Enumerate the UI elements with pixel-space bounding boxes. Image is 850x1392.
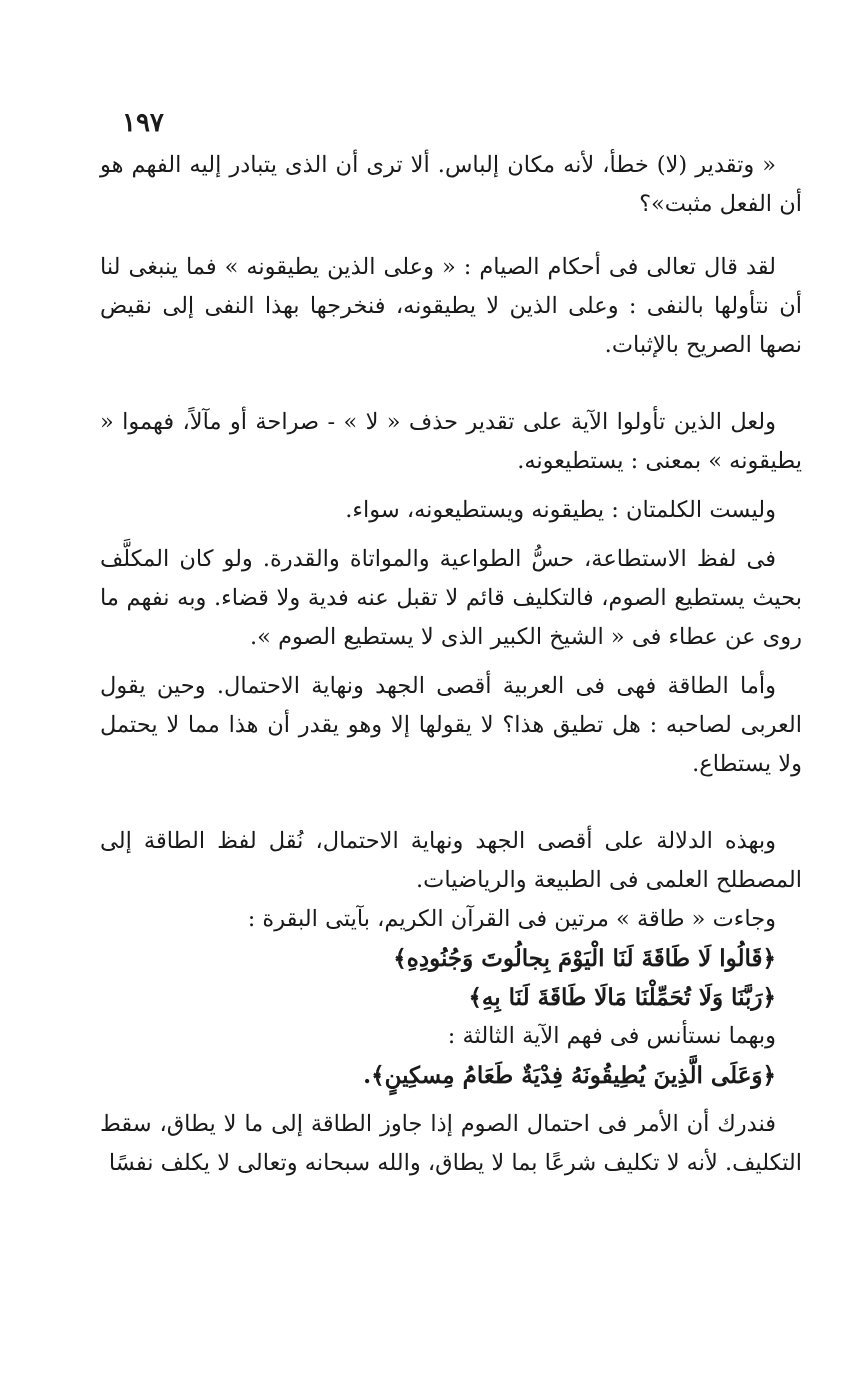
paragraph-taqa: وأما الطاقة فهى فى العربية أقصى الجهد ونهاية الاحتمال. وحين يقول العربى لصاحبه : هل تطيق هذا؟ لا يقولها إلا وهو يقدر أن هذا مما لا يحتمل ولا يستطاع. xyxy=(100,673,802,777)
quran-verse-3: ﴿وَعَلَى الَّذِينَ يُطِيقُونَهُ فِدْيَةٌ طَعَامُ مِسكِينٍ﴾. xyxy=(363,1062,776,1089)
paragraph-two-verses-intro: وجاءت « طاقة » مرتين فى القرآن الكريم، بآيتى البقرة : xyxy=(247,906,776,932)
paragraph-interpretation: ولعل الذين تأولوا الآية على تقدير حذف « لا » - صراحة أو مآلاً، فهموا « يطيقونه » بمعنى : يستطيعونه. xyxy=(100,409,802,474)
paragraph-fasting-verse: لقد قال تعالى فى أحكام الصيام : « وعلى الذين يطيقونه » فما ينبغى لنا أن نتأولها بالنفى : وعلى الذين لا يطيقونه، فنخرجها بهذا النفى إلى نقيض نصها الصريح بالإثبات. xyxy=(100,254,802,358)
body-text xyxy=(100,146,802,1183)
paragraph-two-words: وليست الكلمتان : يطيقونه ويستطيعونه، سواء. xyxy=(345,497,776,523)
quran-verse-2: ﴿رَبَّنَا وَلَا تُحَمِّلْنَا مَالَا طَاقَةَ لَنَا بِهِ﴾ xyxy=(468,984,776,1011)
paragraph-third-verse-intro: وبهما نستأنس فى فهم الآية الثالثة : xyxy=(447,1023,776,1049)
paragraph-quote-end: « وتقدير (لا) خطأ، لأنه مكان إلباس. ألا ترى أن الذى يتبادر إليه الفهم هو أن الفعل مثبت»؟ xyxy=(100,152,802,217)
paragraph-istitaa: فى لفظ الاستطاعة، حسُّ الطواعية والمواتاة والقدرة. ولو كان المكلَّف بحيث يستطيع الصوم، فالتكليف قائم لا تقبل عنه فدية ولا قضاء. وبه نفهم ما روى عن عطاء فى « الشيخ الكبير الذى لا يستطيع الصوم ». xyxy=(100,546,802,650)
quran-verse-1: ﴿قَالُوا لَا طَاقَةَ لَنَا الْيَوْمَ بِجالُوتَ وَجُنُودِهِ﴾ xyxy=(393,945,776,972)
paragraph-conclusion: فندرك أن الأمر فى احتمال الصوم إذا جاوز الطاقة إلى ما لا يطاق، سقط التكليف. لأنه لا تكليف شرعًا بما لا يطاق، والله سبحانه وتعالى لا يكلف نفسًا xyxy=(100,1111,802,1176)
page-number: ١٩٧ xyxy=(122,108,164,138)
paragraph-scientific-term: وبهذه الدلالة على أقصى الجهد ونهاية الاحتمال، نُقل لفظ الطاقة إلى المصطلح العلمى فى الطبيعة والرياضيات. xyxy=(100,828,802,893)
